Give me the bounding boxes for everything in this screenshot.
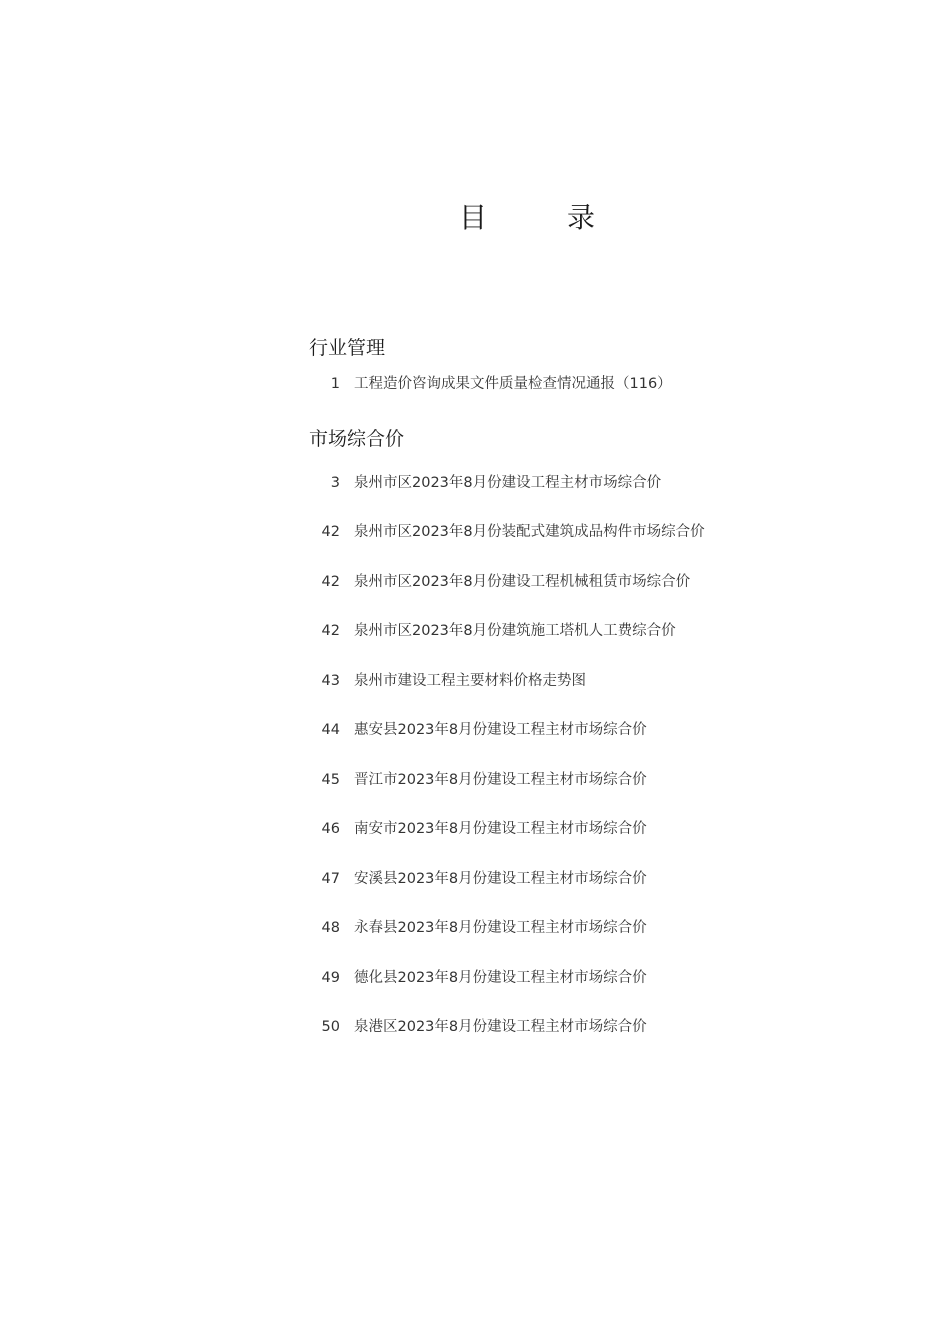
toc-entry-page-number: 42 xyxy=(321,574,340,590)
toc-entry-title: 德化县2023年8月份建设工程主材市场综合价 xyxy=(354,970,647,986)
section-heading-market-price: 市场综合价 xyxy=(309,428,405,450)
toc-entry-page-number: 44 xyxy=(321,722,340,738)
toc-entry-title: 晋江市2023年8月份建设工程主材市场综合价 xyxy=(354,772,647,788)
toc-entry-title: 安溪县2023年8月份建设工程主材市场综合价 xyxy=(354,871,647,887)
toc-entry[interactable] xyxy=(300,768,820,792)
toc-entry[interactable] xyxy=(300,916,820,940)
toc-entry-title: 泉港区2023年8月份建设工程主材市场综合价 xyxy=(354,1019,647,1035)
toc-entry-page-number: 47 xyxy=(321,871,340,887)
toc-entry-title: 工程造价咨询成果文件质量检查情况通报（116） xyxy=(354,376,672,392)
toc-entry-page-number: 42 xyxy=(321,524,340,540)
toc-entry[interactable] xyxy=(300,669,820,693)
toc-entry[interactable] xyxy=(300,1015,820,1039)
toc-entry[interactable] xyxy=(300,619,820,643)
toc-entry-page-number: 49 xyxy=(321,970,340,986)
toc-entry-page-number: 50 xyxy=(321,1019,340,1035)
toc-entry-title: 永春县2023年8月份建设工程主材市场综合价 xyxy=(354,920,647,936)
toc-entry-title: 泉州市区2023年8月份装配式建筑成品构件市场综合价 xyxy=(354,524,705,540)
toc-entry-page-number: 3 xyxy=(330,475,340,491)
toc-entry-page-number: 1 xyxy=(330,376,340,392)
toc-entry-page-number: 42 xyxy=(321,623,340,639)
toc-entry[interactable] xyxy=(300,817,820,841)
page-title: 目 录 xyxy=(458,201,621,234)
toc-entry-title: 惠安县2023年8月份建设工程主材市场综合价 xyxy=(354,722,647,738)
toc-entry[interactable] xyxy=(300,520,820,544)
toc-entry[interactable] xyxy=(300,718,820,742)
toc-entry-page-number: 48 xyxy=(321,920,340,936)
toc-entry-page-number: 43 xyxy=(321,673,340,689)
toc-entry-title: 泉州市区2023年8月份建设工程机械租赁市场综合价 xyxy=(354,574,691,590)
toc-entry-title: 泉州市建设工程主要材料价格走势图 xyxy=(354,673,586,689)
section-heading-industry-management: 行业管理 xyxy=(309,337,386,359)
toc-entry[interactable] xyxy=(300,372,820,396)
toc-entry-title: 泉州市区2023年8月份建筑施工塔机人工费综合价 xyxy=(354,623,676,639)
toc-entry-page-number: 46 xyxy=(321,821,340,837)
toc-entry[interactable] xyxy=(300,570,820,594)
toc-entry[interactable] xyxy=(300,966,820,990)
toc-entry[interactable] xyxy=(300,471,820,495)
toc-entry-title: 南安市2023年8月份建设工程主材市场综合价 xyxy=(354,821,647,837)
toc-entry-page-number: 45 xyxy=(321,772,340,788)
toc-entry[interactable] xyxy=(300,867,820,891)
toc-entry-title: 泉州市区2023年8月份建设工程主材市场综合价 xyxy=(354,475,662,491)
